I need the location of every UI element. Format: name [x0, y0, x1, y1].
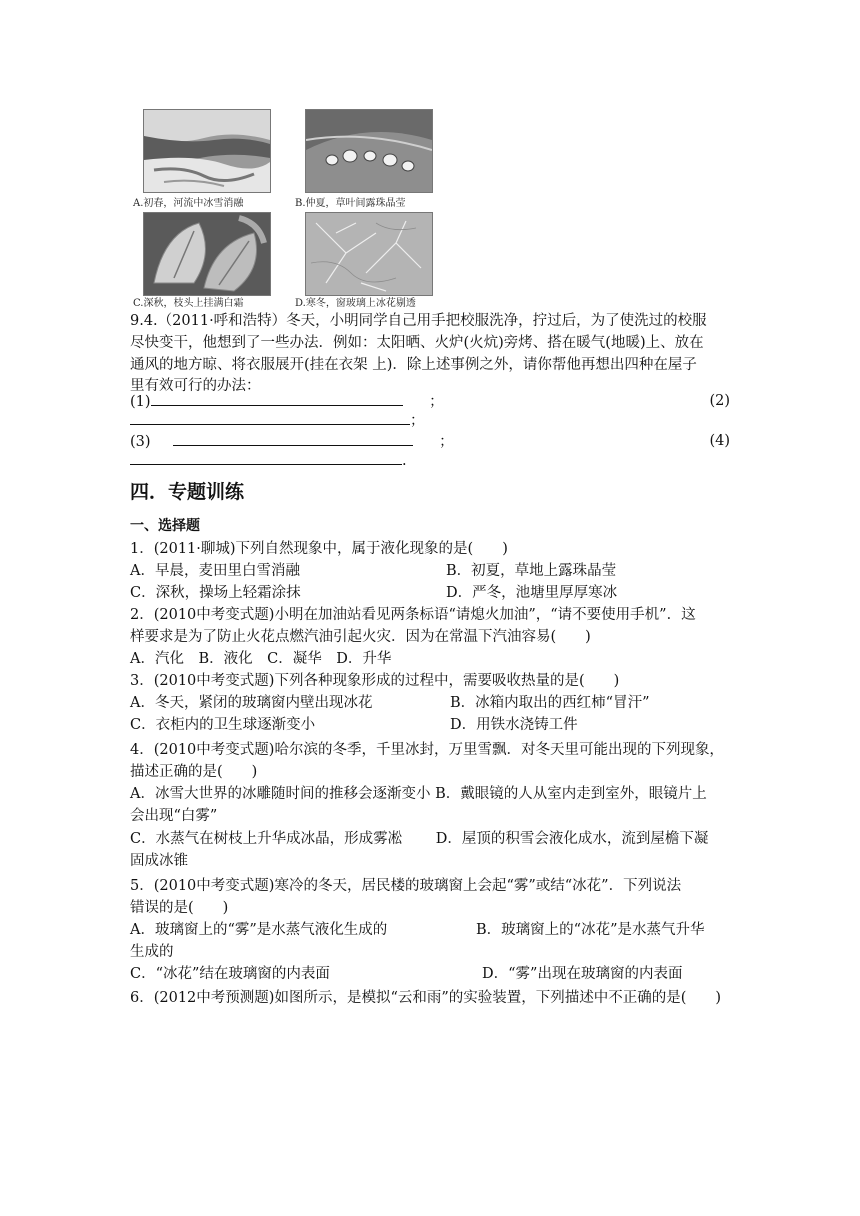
section-title: 四．专题训练 [130, 481, 245, 503]
caption-d: D.寒冬，窗玻璃上冰花剔透 [295, 298, 416, 309]
q1-option-c: C．深秋，操场上轻霜涂抹 [130, 585, 301, 601]
q5-stem-2: 错误的是( ) [130, 900, 229, 916]
q2-stem-1: 2．(2010中考变式题)小明在加油站看见两条标语“请熄火加油”，“请不要使用手机”．这 [130, 607, 696, 623]
q94-label-3: (3) [130, 434, 151, 450]
q5-option-b-cont: 生成的 [130, 944, 174, 960]
q4-options-1: A．冰雪大世界的冰雕随时间的推移会逐渐变小 B．戴眼镜的人从室内走到室外，眼镜片上 [130, 786, 707, 802]
answer-blank-4[interactable] [130, 450, 402, 465]
photo-ice-flowers-on-window [305, 212, 433, 296]
q6-stem: 6．(2012中考预测题)如图所示，是模拟“云和雨”的实验装置，下列描述中不正确的是( ) [130, 990, 722, 1006]
q5-stem-1: 5．(2010中考变式题)寒冷的冬天，居民楼的玻璃窗上会起“雾”或结“冰花”．下列说法 [130, 878, 682, 894]
q94-label-1: (1) [130, 394, 151, 410]
answer-blank-1[interactable] [151, 391, 403, 406]
q1-option-d: D．严冬，池塘里厚厚寒冰 [446, 585, 618, 601]
q94-line-2: 尽快变干，他想到了一些办法．例如：太阳晒、火炉(火炕)旁烤、搭在暖气(地暖)上、放在 [130, 335, 704, 351]
q2-stem-2: 样要求是为了防止火花点燃汽油引起火灾．因为在常温下汽油容易( ) [130, 629, 591, 645]
q1-stem: 1．(2011·聊城)下列自然现象中，属于液化现象的是( ) [130, 541, 508, 557]
answer-blank-3[interactable] [173, 431, 413, 446]
q5-option-c: C．“冰花”结在玻璃窗的内表面 [130, 966, 330, 982]
q94-separator-3: ； [439, 434, 454, 450]
subsection-title: 一、选择题 [130, 518, 200, 534]
q1-option-b: B．初夏，草地上露珠晶莹 [446, 563, 617, 579]
q2-options: A．汽化 B．液化 C．凝华 D．升华 [130, 651, 392, 667]
q5-option-d: D．“雾”出现在玻璃窗的内表面 [482, 966, 683, 982]
q94-end-4: . [402, 453, 407, 469]
q4-options-4: 固成冰锥 [130, 853, 188, 869]
q3-option-d: D．用铁水浇铸工件 [450, 717, 578, 733]
q94-label-4: (4) [709, 433, 730, 449]
q94-line-3: 通风的地方晾、将衣服展开(挂在衣架 上)．除上述事例之外，请你帮他再想出四种在屋子 [130, 357, 697, 373]
q4-stem-1: 4．(2010中考变式题)哈尔滨的冬季，千里冰封，万里雪飘．对冬天里可能出现的下列现象， [130, 742, 724, 758]
q1-option-a: A．早晨，麦田里白雪消融 [130, 563, 300, 579]
photo-river-ice-melting [143, 109, 271, 193]
q3-option-a: A．冬天，紧闭的玻璃窗内壁出现冰花 [130, 695, 373, 711]
q94-line-4: 里有效可行的办法： [130, 378, 261, 394]
q94-separator-1: ； [429, 394, 444, 410]
q94-end-2: ； [410, 413, 425, 429]
q94-answer-row-1 [130, 391, 730, 412]
q5-option-a: A．玻璃窗上的“雾”是水蒸气液化生成的 [130, 922, 388, 938]
q5-option-b: B．玻璃窗上的“冰花”是水蒸气升华 [476, 922, 705, 938]
caption-c: C.深秋，枝头上挂满白霜 [133, 298, 244, 309]
q94-label-2: (2) [709, 393, 730, 409]
q3-option-b: B．冰箱内取出的西红柿“冒汗” [450, 695, 650, 711]
q94-line-1: 9.4.（2011·呼和浩特）冬天，小明同学自己用手把校服洗净，拧过后，为了使洗过的校服 [130, 313, 707, 329]
q94-answer-row-2 [130, 410, 730, 431]
q4-stem-2: 描述正确的是( ) [130, 764, 258, 780]
q94-answer-row-4 [130, 450, 730, 471]
q4-options-3: C．水蒸气在树枝上升华成冰晶，形成雾凇 D．屋顶的积雪会液化成水，流到屋檐下凝 [130, 831, 709, 847]
answer-blank-2[interactable] [130, 410, 410, 425]
q4-options-2: 会出现“白雾” [130, 808, 218, 824]
caption-a: A.初春，河流中冰雪消融 [133, 198, 244, 209]
caption-b: B.仲夏，草叶间露珠晶莹 [295, 198, 406, 209]
q3-stem: 3．(2010中考变式题)下列各种现象形成的过程中，需要吸收热量的是( ) [130, 673, 620, 689]
q94-answer-row-3 [130, 431, 730, 452]
q3-option-c: C．衣柜内的卫生球逐渐变小 [130, 717, 316, 733]
photo-dew-on-grass [305, 109, 433, 193]
photo-frost-on-leaves [143, 212, 271, 296]
